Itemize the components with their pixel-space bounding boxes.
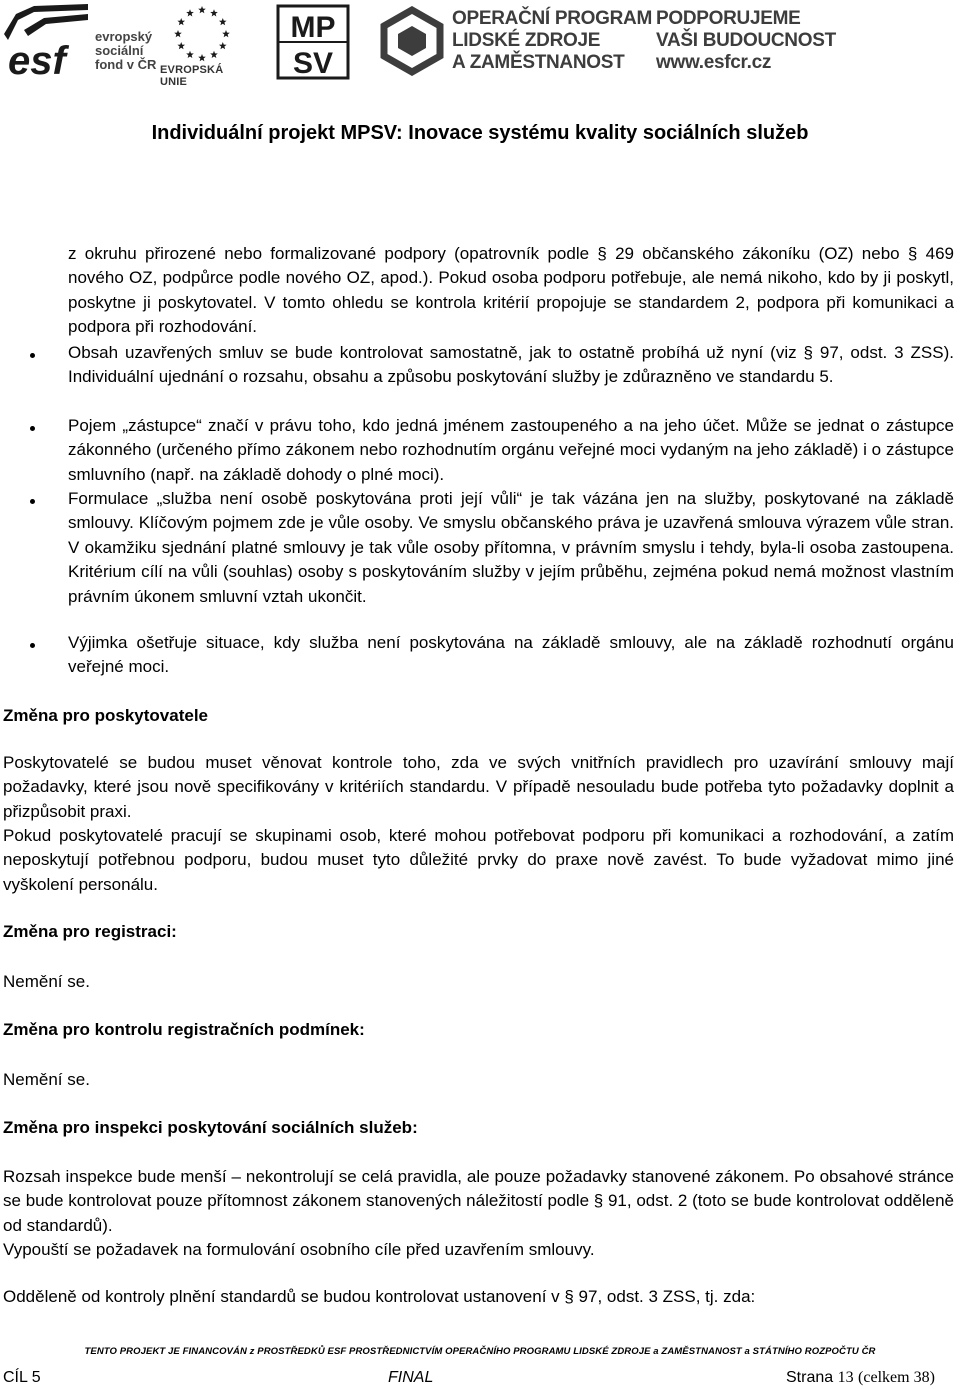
- control-text: Nemění se.: [3, 1070, 90, 1089]
- eu-star-icon: [177, 42, 185, 49]
- svg-text:esf: esf: [8, 39, 66, 76]
- eu-star-icon: [174, 30, 182, 37]
- bullet-icon: [30, 426, 35, 431]
- eu-star-icon: [210, 9, 218, 16]
- op-program-name: OPERAČNÍ PROGRAM LIDSKÉ ZDROJE A ZAMĚSTNANOST: [452, 8, 652, 73]
- eu-stars-icon: [160, 4, 244, 64]
- inspection-paragraph: Odděleně od kontroly plnění standardů se budou kontrolovat ustanovení v § 97, odst. 3 ZSS, tj. zda:: [3, 1287, 756, 1306]
- page-indicator: Strana 13 (celkem 38): [786, 1369, 935, 1386]
- page-total: (celkem 38): [858, 1369, 935, 1386]
- heading-control-change: Změna pro kontrolu registračních podmínek:: [3, 1020, 365, 1039]
- eu-star-icon: [219, 42, 227, 49]
- registration-text: Nemění se.: [3, 972, 90, 991]
- esf-caption: evropský sociální fond v ČR: [95, 29, 157, 72]
- eu-star-icon: [198, 6, 206, 13]
- heading-provider-change: Změna pro poskytovatele: [3, 706, 209, 725]
- page-number: 13: [837, 1369, 854, 1386]
- eu-star-icon: [186, 9, 194, 16]
- heading-inspection-change: Změna pro inspekci poskytování sociálních služeb:: [3, 1118, 418, 1137]
- heading-registration-change: Změna pro registraci:: [3, 922, 177, 941]
- bullet-item: Obsah uzavřených smluv se bude kontrolovat samostatně, jak to ostatně probíhá už nyní (viz § 97, odst. 3 ZSS). Individuální ujednání o rozsahu, obsahu a způsobu poskytování služby je zdůrazněno ve standardu 5.: [68, 343, 954, 387]
- svg-text:MP: MP: [290, 11, 336, 44]
- op-lzz-logo: [376, 6, 448, 76]
- provider-paragraph: Poskytovatelé se budou muset věnovat kontrole toho, zda ve svých vnitřních pravidlech pro uzavírání smlouvy mají požadavky, které jsou nově specifikovány v kritériích standardu. V případě nesouladu bude potřeba tyto požadavky doplnit a přizpůsobit praxi.: [3, 753, 954, 821]
- esf-logo: [4, 4, 88, 76]
- bullet-item: Formulace „služba není osobě poskytována proti její vůli“ je tak vázána jen na služby, poskytované na základě smlouvy. Klíčovým pojmem zde je vůle osoby. Ve smyslu občanského práva je uzavřená smlouva výrazem vůle stran. V okamžiku sjednání platné smlouvy je tak vůle osoby přítomna, v právním smyslu i tehdy, byla-li osoba zastoupena. Kritérium cílí na vůli (souhlas) osoby s poskytováním služby v jejím průběhu, zejména pokud nemá možnost vlastním právním úkonem smluvní vztah ukončit.: [68, 489, 954, 606]
- support-slogan: PODPORUJEME VAŠI BUDOUCNOST www.esfcr.cz: [656, 8, 836, 73]
- bullet-icon: [30, 353, 35, 358]
- provider-paragraph: Pokud poskytovatelé pracují se skupinami osob, které mohou potřebovat podporu při komunikaci a rozhodování, a zatím neposkytují potřebnou podporu, budou muset tyto důležité prvky do praxe nově zavést. To bude vyžadovat mimo jiné vyškolení personálu.: [3, 826, 954, 894]
- eu-star-icon: [210, 51, 218, 58]
- funding-note: TENTO PROJEKT JE FINANCOVÁN z PROSTŘEDKŮ ESF PROSTŘEDNICTVÍM OPERAČNÍHO PROGRAMU LIDSKÉ ZDROJE a ZAMĚSTNANOST a STÁTNÍHO ROZPOČTU ČR: [84, 1346, 876, 1357]
- inspection-paragraph: Vypouští se požadavek na formulování osobního cíle před uzavřením smlouvy.: [3, 1240, 595, 1259]
- continued-bullet-text: z okruhu přirozené nebo formalizované podpory (opatrovník podle § 29 občanského zákoníku (OZ) nebo § 469 nového OZ, podpůrce podle nového OZ, apod.). Pokud osoba podporu potřebuje, ale nemá nikoho, kdo by ji poskytl, poskytne ji poskytovatel. V tomto ohledu se kontrola kritérií propojuje se standardem 2, podpora při komunikaci a podpora při rozhodování.: [68, 244, 954, 337]
- eu-star-icon: [219, 18, 227, 25]
- eu-caption: EVROPSKÁ UNIE: [160, 64, 224, 88]
- bullet-item: Pojem „zástupce“ značí v právu toho, kdo jedná jménem zastoupeného a na jeho účet. Může se jednat o zástupce zákonného (určeného přímo zákonem nebo rozhodnutím orgánu veřejné moci vydaným na jeho základě) i o zástupce smluvního (např. na základě dohody o plné moci).: [68, 416, 954, 484]
- goal-label: CÍL 5: [3, 1369, 41, 1386]
- esf-website-link[interactable]: www.esfcr.cz: [656, 52, 772, 73]
- logo-strip: [0, 0, 960, 88]
- mpsv-logo: [276, 4, 350, 80]
- document-status: FINAL: [388, 1369, 434, 1386]
- bullet-icon: [30, 643, 35, 648]
- eu-star-icon: [186, 51, 194, 58]
- eu-star-icon: [177, 18, 185, 25]
- inspection-paragraph: Rozsah inspekce bude menší – nekontrolují se celá pravidla, ale pouze požadavky stanovené zákonem. Po obsahové stránce se bude kontrolovat pouze přítomnost zákonem stanovených náležitostí podle § 91, odst. 2 (toto se bude kontrolovat odděleně od standardů).: [3, 1167, 954, 1235]
- svg-text:SV: SV: [292, 47, 334, 80]
- bullet-item: Výjimka ošetřuje situace, kdy služba není poskytována na základě smlouvy, ale na základě rozhodnutí orgánu veřejné moci.: [68, 633, 954, 677]
- bullet-icon: [30, 499, 35, 504]
- project-title: Individuální projekt MPSV: Inovace systému kvality sociálních služeb: [151, 122, 809, 144]
- eu-star-icon: [222, 30, 230, 37]
- eu-star-icon: [198, 54, 206, 61]
